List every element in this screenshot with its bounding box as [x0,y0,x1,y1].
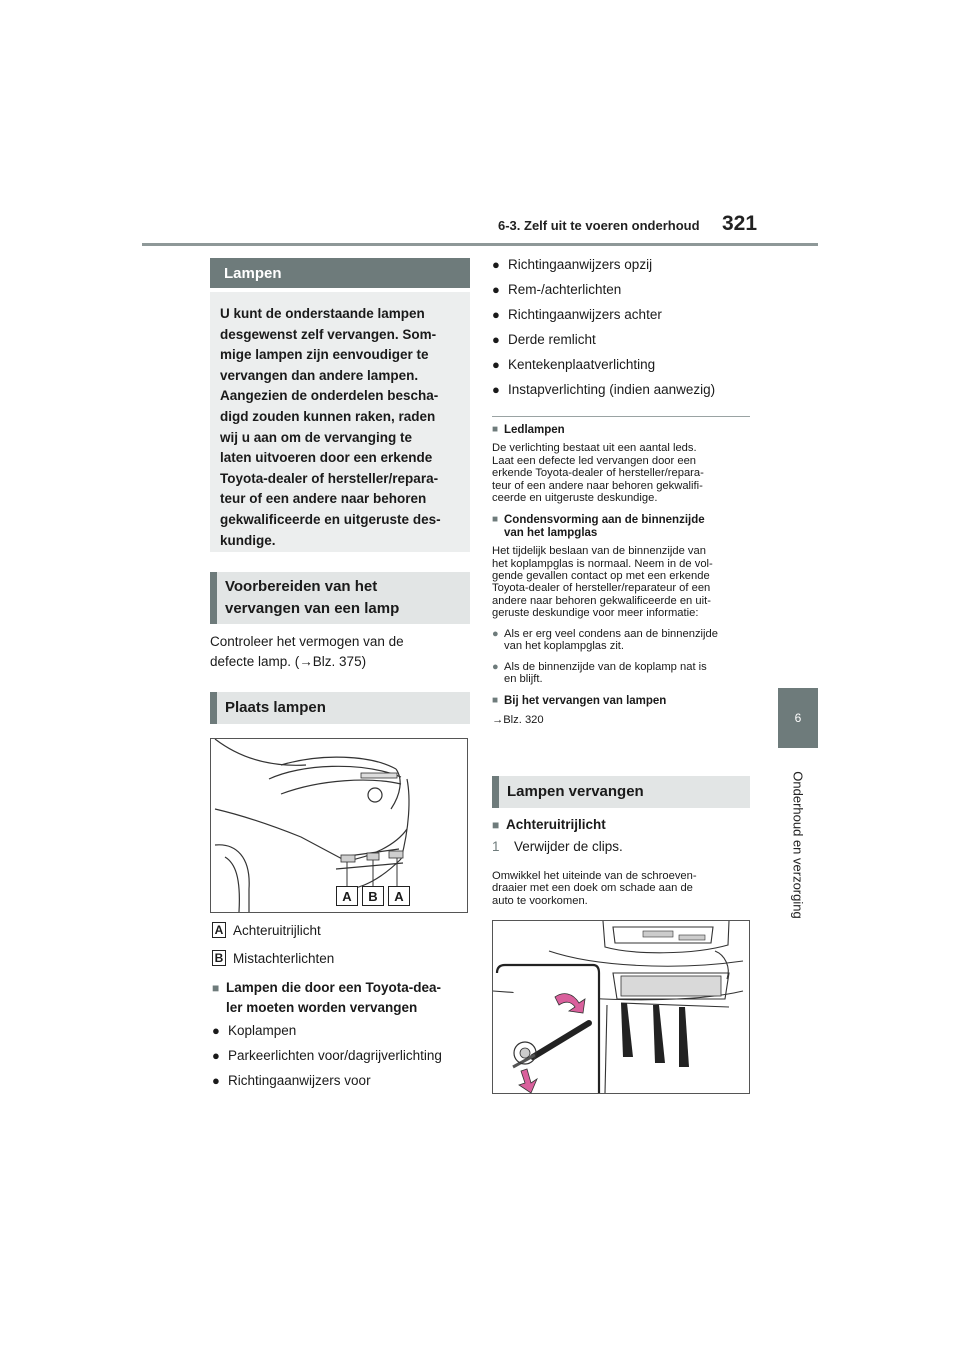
note-heading-text: Ledlampen [504,424,565,436]
note-paragraph [492,545,754,619]
legend-text: Mistachterlichten [233,950,335,966]
note-line: Als de binnenzijde van de koplamp nat is [504,660,707,673]
intro-line: teur of een andere naar behoren [220,491,427,507]
list-item-text: Parkeerlichten voor/dagrijverlichting [228,1048,442,1063]
figure-label-a: A [336,886,358,906]
intro-line: gekwalificeerde en uitgeruste des- [220,511,441,527]
note-line: en blijft. [504,672,543,685]
intro-line: vervangen dan andere lampen. [220,367,419,383]
legend-text: Achteruitrijlicht [233,922,321,938]
section-heading-lampen-vervangen [492,776,750,808]
note-line: van het koplampglas zit. [504,640,625,653]
chapter-number: 6 [794,711,802,725]
note-line: Laat een defecte led vervangen door een [492,454,697,467]
note-line: auto te voorkomen. [492,894,588,907]
list-item-text: Richtingaanwijzers voor [228,1073,371,1088]
list-item [492,327,754,352]
square-bullet-icon: ■ [492,695,499,707]
sub-heading-text: Achteruitrijlicht [506,817,606,832]
list-item-text: Richtingaanwijzers achter [508,307,662,322]
note-line: Omwikkel het uiteinde van de schroeven- [492,870,697,882]
list-item [492,377,754,402]
bullet-icon: ● [492,332,500,347]
note-heading-vervangen [492,695,754,707]
dealer-lamps-list-continued [492,252,754,402]
note-bullet [492,661,754,686]
page-number: 321 [722,212,758,235]
circle-bullet-icon: ● [492,660,499,673]
list-item-text: Kentekenplaatverlichting [508,357,656,372]
bullet-icon: ● [492,307,500,322]
header-rule [142,243,818,246]
notes-block [492,424,754,726]
legend-key: A [212,922,226,938]
bullet-icon: ● [212,1048,220,1063]
intro-line: kundige. [220,532,276,548]
chapter-label [770,760,826,930]
clip-removal-figure [492,920,750,1094]
list-item [212,1068,472,1093]
list-item [492,277,754,302]
section-heading-voorbereiden [210,572,470,624]
note-line: het koplampglas is normaal. Neem in de vol- [492,557,713,570]
note-line: teur of een andere naar behoren gekwalifi- [492,479,703,492]
dealer-lamps-heading [212,978,472,1018]
intro-line: mige lampen zijn eenvoudiger te [220,347,429,363]
square-bullet-icon: ■ [492,818,500,832]
step-note [492,870,754,907]
note-heading-line: van het lampglas [504,526,598,539]
intro-box [210,292,470,552]
sub-heading-achteruitrijlicht [492,815,754,835]
heading-line: ler moeten worden vervangen [226,1000,418,1015]
rear-car-figure [210,738,468,913]
note-heading-ledlampen [492,424,754,436]
intro-line: Aangezien de onderdelen bescha- [220,388,439,404]
chapter-label-text: Onderhoud en verzorging [790,771,806,919]
step-1 [492,839,754,854]
bullet-icon: ● [492,357,500,372]
heading-line: Lampen die door een Toyota-dea- [226,980,442,995]
list-item-text: Rem-/achterlichten [508,282,622,297]
list-item [492,302,754,327]
note-line: erkende Toyota-dealer of hersteller/repara- [492,467,704,480]
step-text: Verwijder de clips. [514,839,623,854]
bullet-icon: ● [492,257,500,272]
body-line: defecte lamp. (→Blz. 375) [210,654,367,669]
note-reference: →Blz. 320 [492,713,544,726]
bullet-icon: ● [492,282,500,297]
note-heading-condens [492,514,754,539]
chapter-tab [778,688,818,748]
note-line: draaier met een doek om schade aan de [492,882,693,895]
intro-line: digd zouden kunnen raken, raden [220,408,436,424]
intro-line: Toyota-dealer of hersteller/repara- [220,470,439,486]
note-heading-text: Bij het vervangen van lampen [504,695,667,708]
body-line: Controleer het vermogen van de [210,634,404,649]
figure-label-b: B [362,886,384,906]
list-item-text: Richtingaanwijzers opzij [508,257,653,272]
step-number: 1 [492,839,500,854]
section-heading-text: Lampen [224,264,282,282]
note-line: De verlichting bestaat uit een aantal leds. [492,442,697,455]
note-line: ceerde en uitgeruste deskundige. [492,492,658,505]
list-item [212,1018,472,1043]
square-bullet-icon: ■ [212,981,220,995]
intro-line: U kunt de onderstaande lampen [220,306,425,321]
intro-line: desgewenst zelf vervangen. Som- [220,326,437,342]
square-bullet-icon: ■ [492,424,499,435]
figure-label-a: A [388,886,410,906]
list-item [492,252,754,277]
bullet-icon: ● [212,1023,220,1038]
section-heading-plaats [210,692,470,724]
section-heading-line: vervangen van een lamp [225,600,400,617]
note-line: gende gevallen contact op met een erkende [492,570,710,583]
list-item [492,352,754,377]
dealer-lamps-list [212,1018,472,1093]
legend-item-b [212,950,334,966]
legend-item-a [212,922,334,938]
bullet-icon: ● [492,382,500,397]
list-item [212,1043,472,1068]
square-bullet-icon: ■ [492,514,499,526]
bullet-icon: ● [212,1073,220,1088]
section-heading-text: Plaats lampen [225,699,326,716]
list-item-text: Instapverlichting (indien aanwezig) [508,382,716,397]
notes-divider [492,416,750,417]
list-item-text: Koplampen [228,1023,297,1038]
intro-line: laten uitvoeren door een erkende [220,450,433,466]
note-bullet [492,628,754,653]
note-line: geruste deskundige voor meer informatie: [492,607,699,620]
note-line: Als er erg veel condens aan de binnenzijde [504,627,718,640]
section-title: 6-3. Zelf uit te voeren onderhoud [498,218,700,233]
note-line: andere naar behoren gekwalificeerde en uit- [492,594,711,607]
list-item-text: Derde remlicht [508,332,596,347]
section-heading-line: Voorbereiden van het [225,578,378,595]
section-heading-lampen [210,258,470,288]
intro-line: wij u aan om de vervanging te [220,429,413,445]
body-paragraph [210,632,470,672]
circle-bullet-icon: ● [492,627,499,640]
note-line: Toyota-dealer of hersteller/reparateur of een [492,582,711,595]
note-line: Het tijdelijk beslaan van de binnenzijde van [492,545,706,558]
legend-key: B [212,950,226,966]
section-heading-text: Lampen vervangen [507,783,644,800]
clip-removal-illustration [493,921,749,1093]
note-paragraph [492,442,754,504]
figure-legend [212,922,334,966]
note-heading-line: Condensvorming aan de binnenzijde [504,514,705,527]
